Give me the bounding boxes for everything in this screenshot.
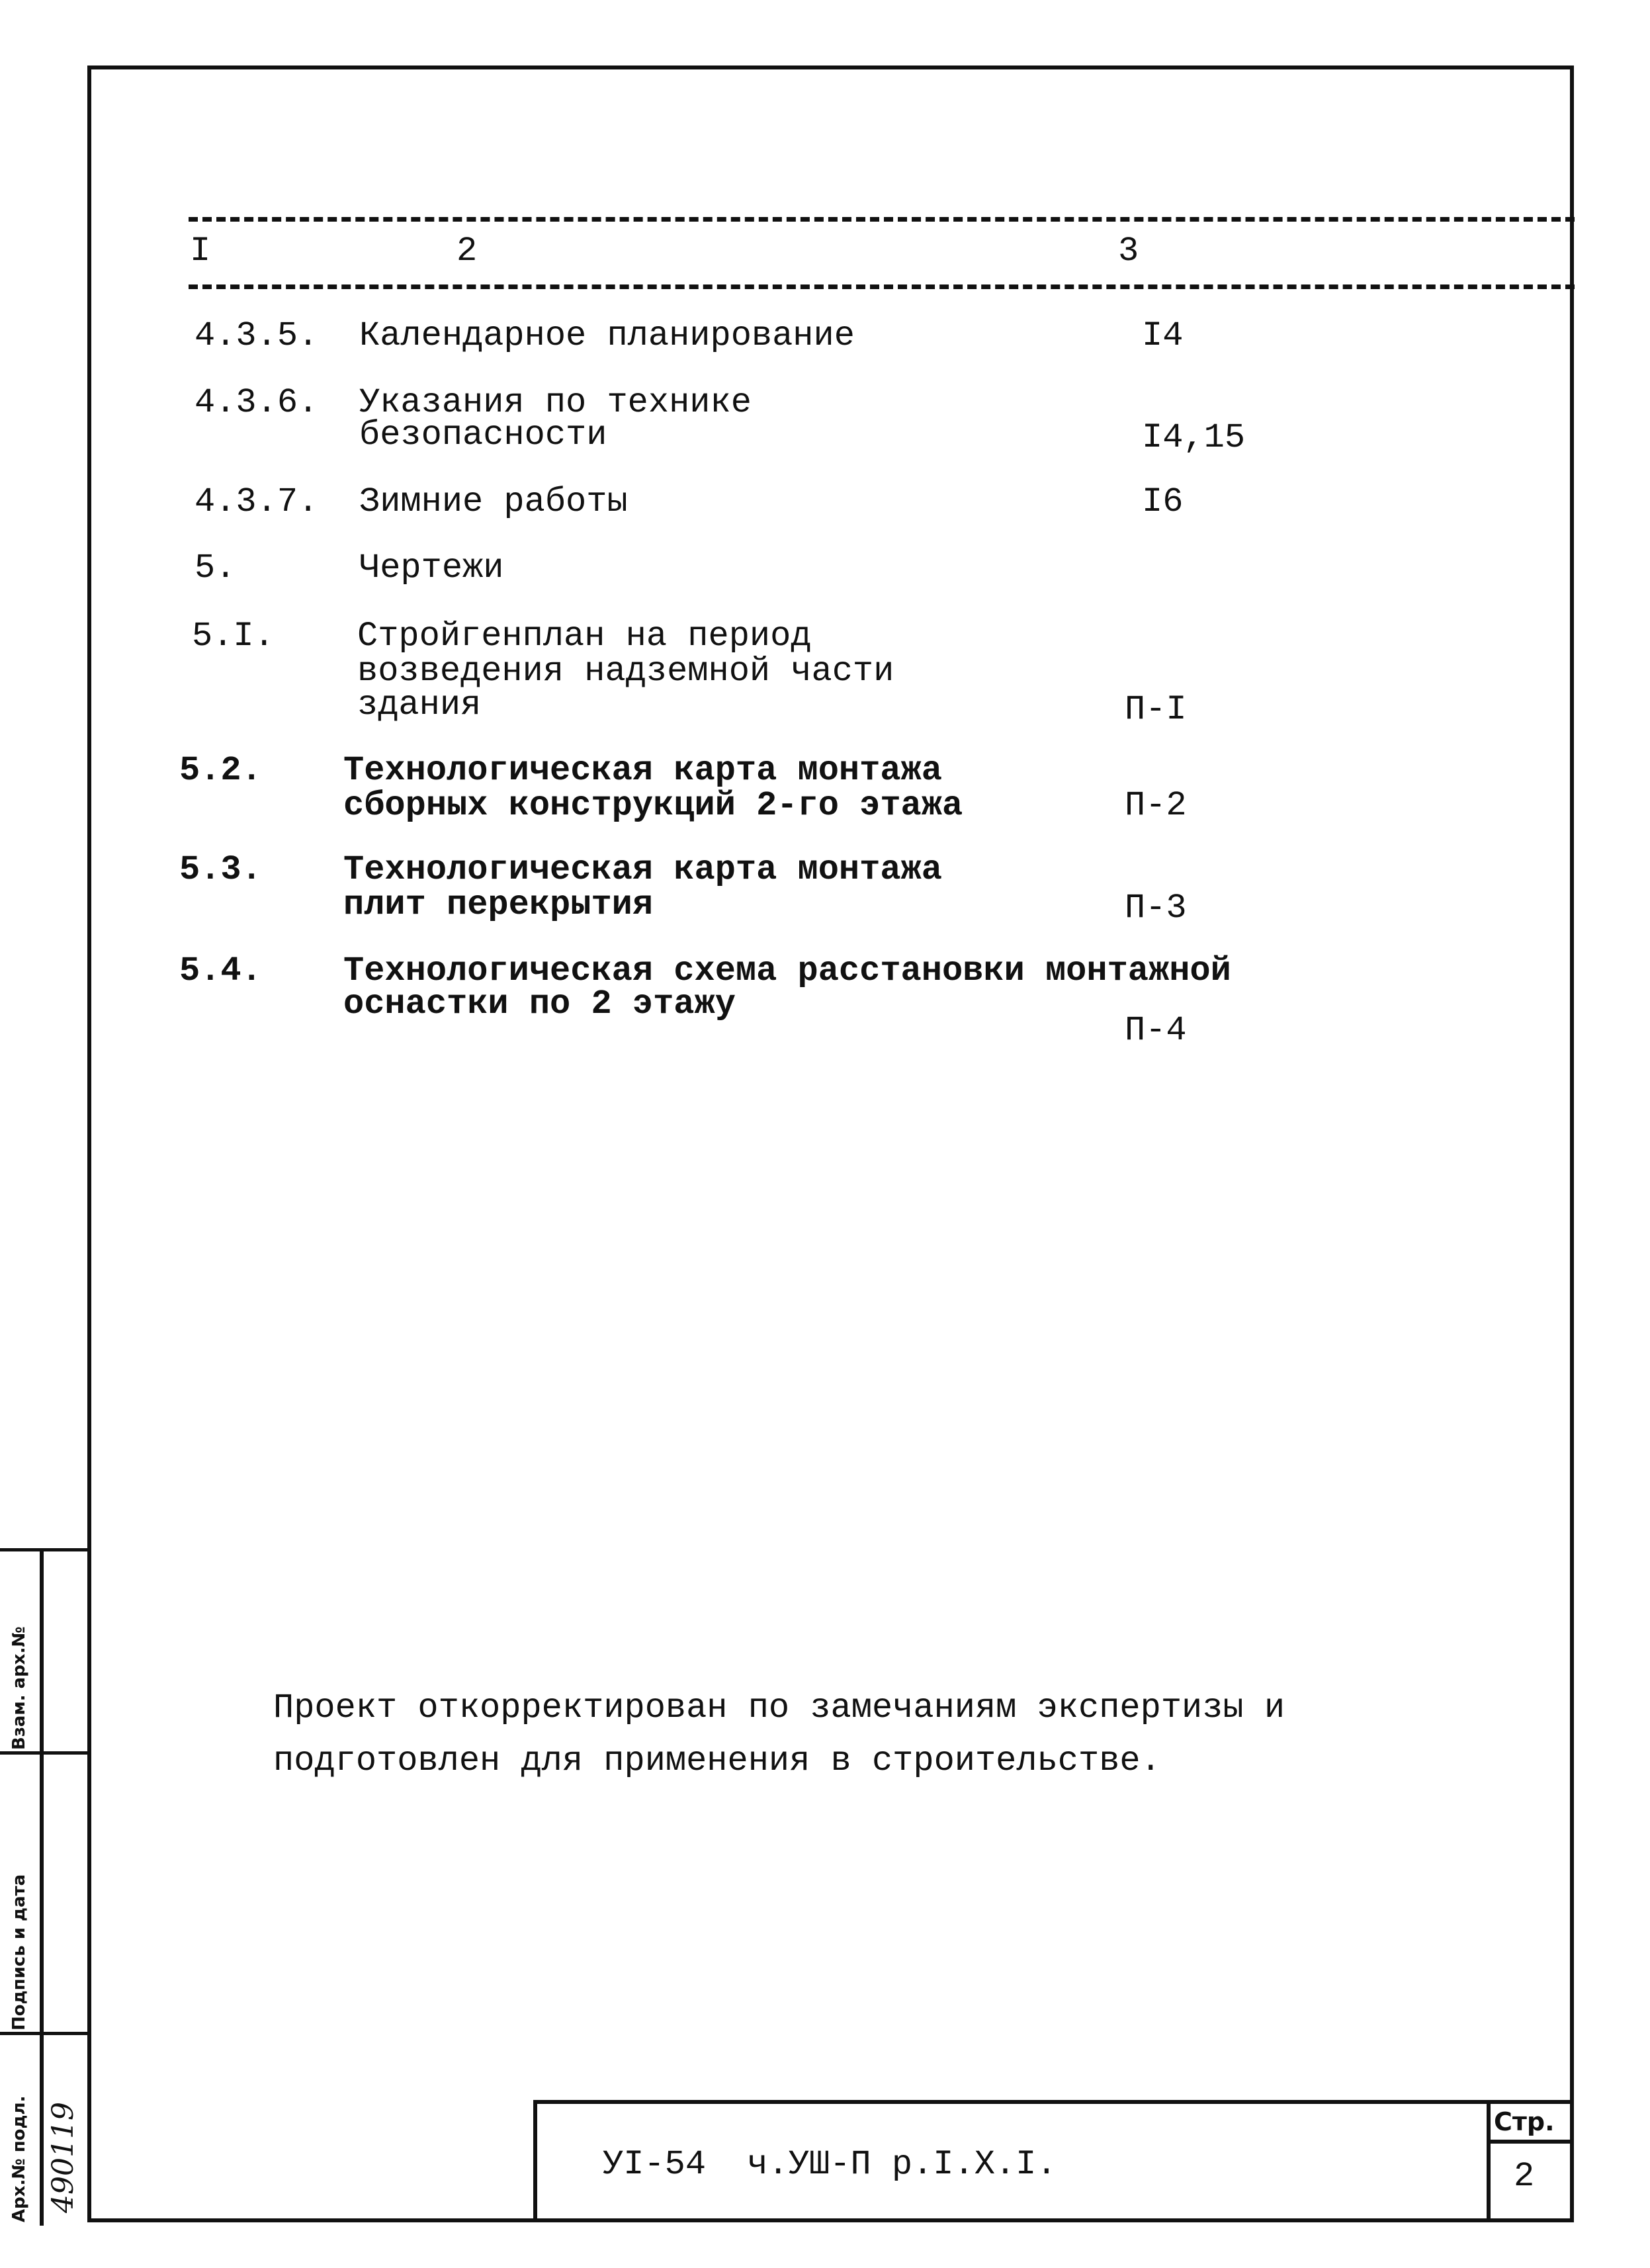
side-stamp-strip — [0, 1548, 87, 2226]
header-rule-top — [189, 217, 1575, 222]
row-title: Технологическая схема расстановки монтажной — [343, 951, 1231, 990]
row-number: 5.3. — [179, 850, 262, 889]
row-number: 5.I. — [192, 617, 275, 656]
side-label-signature: Подпись и дата — [9, 1874, 29, 2030]
row-title: Календарное планирование — [359, 316, 855, 355]
row-title: Стройгенплан на период — [357, 617, 812, 656]
column-header-3: 3 — [1118, 232, 1139, 271]
row-title: сборных конструкций 2-го этажа — [343, 786, 963, 825]
column-header-2: 2 — [456, 232, 478, 271]
title-block — [533, 2100, 1574, 2222]
row-title: Указания по технике — [359, 383, 752, 422]
row-number: 5. — [195, 548, 236, 588]
page-label: Стр. — [1494, 2107, 1555, 2136]
page-number: 2 — [1514, 2157, 1535, 2196]
row-page: П-2 — [1125, 786, 1187, 825]
row-title: возведения надземной части — [357, 652, 894, 691]
row-title: Чертежи — [359, 548, 504, 588]
row-title: Технологическая карта монтажа — [343, 850, 942, 889]
row-title: Зимние работы — [359, 482, 628, 521]
row-title: здания — [357, 685, 482, 724]
row-page: I6 — [1142, 482, 1184, 521]
row-number: 4.3.6. — [195, 383, 319, 422]
row-title: плит перекрытия — [343, 885, 654, 924]
header-rule-bottom — [189, 284, 1575, 289]
note-line: подготовлен для применения в строительстве. — [273, 1741, 1161, 1780]
side-label-replacement: Взам. арх.№ — [9, 1626, 29, 1750]
row-page: П-4 — [1125, 1011, 1187, 1050]
row-title: оснастки по 2 этажу — [343, 984, 736, 1024]
row-page: I4,15 — [1142, 418, 1246, 457]
note-line: Проект откорректирован по замечаниям экспертизы и — [273, 1688, 1285, 1727]
row-number: 5.2. — [179, 751, 262, 790]
row-title: Технологическая карта монтажа — [343, 751, 942, 790]
row-number: 4.3.5. — [195, 316, 319, 355]
row-page: П-I — [1125, 690, 1187, 729]
row-page: I4 — [1142, 316, 1184, 355]
row-title: безопасности — [359, 415, 607, 455]
row-number: 4.3.7. — [195, 482, 319, 521]
column-header-1: I — [190, 232, 211, 271]
row-page: П-3 — [1125, 889, 1187, 928]
document-code: УI-54 ч.УШ-П р.I.X.I. — [603, 2145, 1057, 2184]
row-number: 5.4. — [179, 951, 262, 990]
side-label-archive: Арх.№ подл. — [9, 2095, 29, 2222]
archive-number-handwritten: 490119 — [46, 2102, 80, 2213]
